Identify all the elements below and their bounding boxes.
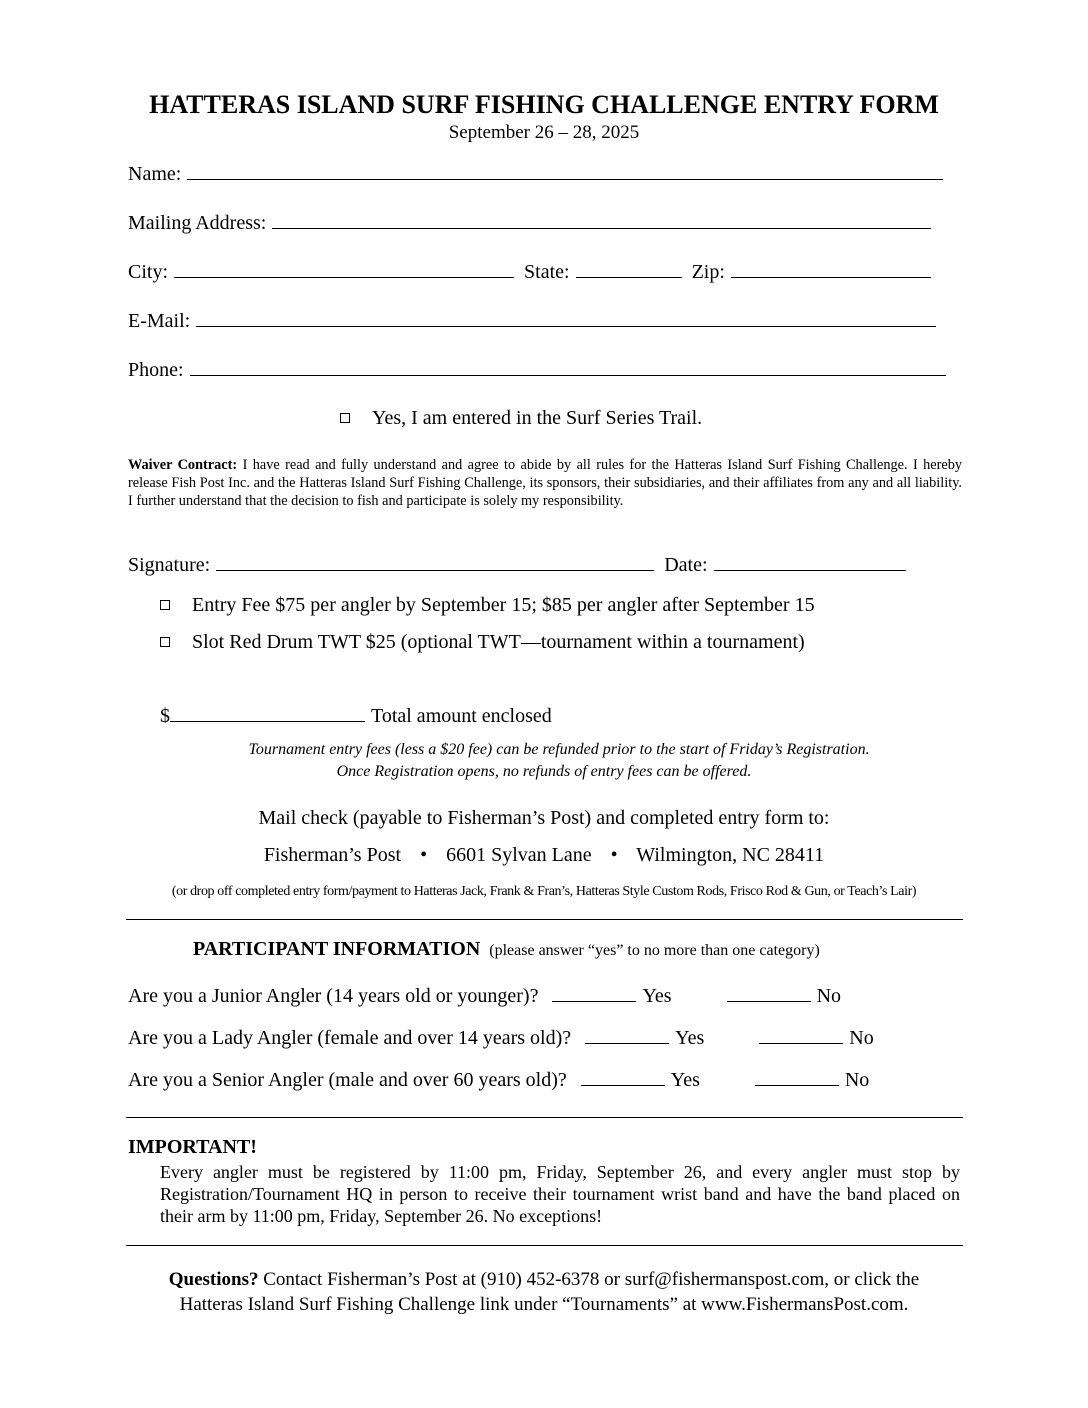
surf-series-checkbox[interactable] [340,413,350,423]
bullet-separator: • [610,844,618,866]
important-heading: IMPORTANT! [128,1136,257,1158]
mail-org: Fisherman’s Post [263,844,402,866]
state-label: State: [524,261,570,283]
form-title: HATTERAS ISLAND SURF FISHING CHALLENGE ENTRY FORM [149,90,939,119]
mail-street: 6601 Sylvan Lane [446,844,592,866]
dropoff-note: (or drop off completed entry form/payment to Hatteras Jack, Frank & Fran’s, Hatteras Style Custom Rods, Frisco Rod & Gun, or Teach’s Lair) [171,884,917,899]
bullet-separator: • [420,844,428,866]
phone-label: Phone: [128,359,184,381]
waiver-label: Waiver Contract: [128,457,238,473]
lady-angler-row [128,1027,874,1050]
name-row [128,163,943,186]
junior-yes-field[interactable] [552,987,636,1002]
senior-no-field[interactable] [755,1071,839,1086]
lady-no-field[interactable] [759,1029,843,1044]
phone-row [128,359,946,382]
waiver-contract [128,456,962,510]
total-row [160,705,552,728]
city-label: City: [128,261,169,283]
state-field[interactable] [576,263,682,278]
date-field[interactable] [714,556,906,571]
yes-label: Yes [675,1027,705,1049]
refund-policy-line-2: Once Registration opens, no refunds of entry fees can be offered. [336,763,752,780]
entry-fee-checkbox[interactable] [160,600,170,610]
email-field[interactable] [196,312,936,327]
entry-fee-label: Entry Fee $75 per angler by September 15; $85 per angler after September 15 [192,594,815,616]
name-label: Name: [128,163,182,185]
signature-field[interactable] [216,556,654,571]
no-label: No [816,985,842,1007]
divider [126,1245,963,1246]
fee-row-twt [160,631,805,654]
questions-line-2: Hatteras Island Surf Fishing Challenge link under “Tournaments” at www.FishermansPost.com. [179,1294,909,1315]
no-label: No [849,1027,874,1049]
no-label: No [844,1069,870,1091]
divider [126,919,963,920]
refund-policy-line-1: Tournament entry fees (less a $20 fee) can be refunded prior to the start of Friday’s Registration. [248,741,870,758]
email-label: E-Mail: [128,310,191,332]
surf-series-row [340,407,702,430]
junior-no-field[interactable] [727,987,811,1002]
senior-question: Are you a Senior Angler (male and over 60 years old)? [128,1069,567,1091]
zip-label: Zip: [691,261,725,283]
participant-heading: PARTICIPANT INFORMATION [193,938,481,960]
divider [126,1117,963,1118]
fee-row-entry [160,594,815,617]
zip-field[interactable] [731,263,931,278]
signature-row [128,554,906,577]
yes-label: Yes [642,985,672,1007]
mail-city: Wilmington, NC 28411 [636,844,825,866]
lady-yes-field[interactable] [585,1029,669,1044]
city-field[interactable] [174,263,514,278]
twt-label: Slot Red Drum TWT $25 (optional TWT—tournament within a tournament) [192,631,805,653]
address-row [128,212,931,235]
questions-label: Questions? [168,1269,259,1290]
important-text: Every angler must be registered by 11:00 pm, Friday, September 26, and every angler must stop by Registration/Tournament HQ in person to receive their tournament wrist band and have the band placed on their arm by 11:00 pm, Friday, September 26. No exceptions! [160,1162,960,1226]
signature-label: Signature: [128,554,211,576]
address-field[interactable] [272,214,931,229]
waiver-text: I have read and fully understand and agree to abide by all rules for the Hatteras Island Surf Fishing Challenge. I hereby release Fish Post Inc. and the Hatteras Island Surf Fishing Challenge, its sponsors, their subsidiaries, and their affiliates from any and all liability. I further understand that the decision to fish and participate is solely my responsibility. [128,457,962,509]
date-label: Date: [664,554,708,576]
city-row [128,261,931,284]
surf-series-label: Yes, I am entered in the Surf Series Trail. [372,407,703,429]
total-amount-field[interactable] [170,707,365,722]
mail-instruction: Mail check (payable to Fisherman’s Post) and completed entry form to: [258,807,830,829]
senior-yes-field[interactable] [581,1071,665,1086]
junior-angler-row [128,985,841,1008]
total-label: Total amount enclosed [371,705,552,727]
event-dates: September 26 – 28, 2025 [448,122,640,143]
participant-heading-row [193,938,820,961]
twt-checkbox[interactable] [160,637,170,647]
email-row [128,310,936,333]
participant-note: (please answer “yes” to no more than one category) [489,942,820,959]
name-field[interactable] [187,165,943,180]
lady-question: Are you a Lady Angler (female and over 14 years old)? [128,1027,572,1049]
questions-line-1: Contact Fisherman’s Post at (910) 452-6378 or surf@fishermanspost.com, or click the [263,1269,920,1290]
dollar-sign: $ [160,705,170,727]
senior-angler-row [128,1069,869,1092]
yes-label: Yes [670,1069,700,1091]
questions-block [0,1267,1088,1317]
mail-address [0,844,1088,867]
junior-question: Are you a Junior Angler (14 years old or younger)? [128,985,539,1007]
phone-field[interactable] [190,361,946,376]
address-label: Mailing Address: [128,212,267,234]
